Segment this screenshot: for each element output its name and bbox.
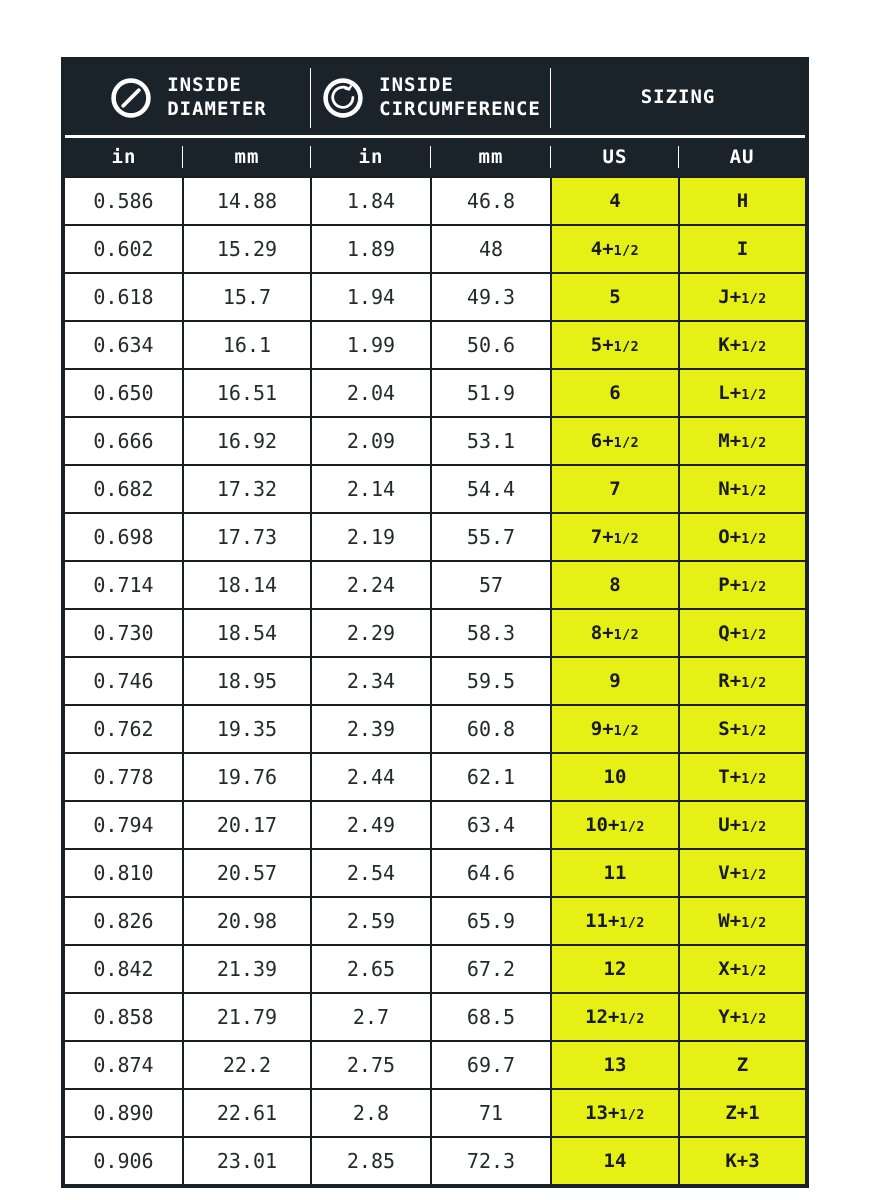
cell-diameter-mm: 21.39 [183, 945, 311, 993]
table-row [63, 225, 807, 273]
table-row [63, 945, 807, 993]
cell-circumference-in: 2.75 [311, 1041, 431, 1089]
cell-au-size: J+1/2 [679, 273, 807, 321]
table-row [63, 801, 807, 849]
cell-circumference-in: 1.84 [311, 177, 431, 225]
table-row [63, 417, 807, 465]
cell-circumference-in: 1.99 [311, 321, 431, 369]
cell-circumference-in: 2.04 [311, 369, 431, 417]
cell-au-size: V+1/2 [679, 849, 807, 897]
table-row [63, 657, 807, 705]
table-row [63, 609, 807, 657]
cell-us-size: 10 [551, 753, 679, 801]
cell-circumference-in: 2.19 [311, 513, 431, 561]
cell-diameter-mm: 16.1 [183, 321, 311, 369]
cell-diameter-in: 0.906 [63, 1137, 183, 1186]
cell-diameter-mm: 21.79 [183, 993, 311, 1041]
cell-us-size: 7 [551, 465, 679, 513]
cell-circumference-in: 1.94 [311, 273, 431, 321]
cell-diameter-mm: 22.61 [183, 1089, 311, 1137]
cell-diameter-mm: 20.17 [183, 801, 311, 849]
cell-circumference-mm: 49.3 [431, 273, 551, 321]
cell-au-size: O+1/2 [679, 513, 807, 561]
cell-diameter-in: 0.746 [63, 657, 183, 705]
cell-us-size: 9 [551, 657, 679, 705]
half-size-fraction: 1/2 [613, 532, 640, 547]
cell-circumference-in: 1.89 [311, 225, 431, 273]
cell-diameter-in: 0.810 [63, 849, 183, 897]
half-size-fraction: 1/2 [741, 580, 767, 595]
cell-diameter-in: 0.698 [63, 513, 183, 561]
cell-circumference-mm: 72.3 [431, 1137, 551, 1186]
cell-diameter-mm: 17.32 [183, 465, 311, 513]
header-section-label: INSIDE DIAMETER [167, 74, 267, 120]
column-header-circumference-mm: mm [431, 137, 551, 178]
table-row [63, 753, 807, 801]
table-row [63, 897, 807, 945]
cell-us-size: 6 [551, 369, 679, 417]
cell-diameter-in: 0.650 [63, 369, 183, 417]
cell-circumference-in: 2.65 [311, 945, 431, 993]
half-size-fraction: 1/2 [741, 1012, 767, 1027]
cell-circumference-mm: 51.9 [431, 369, 551, 417]
cell-us-size: 7+1/2 [551, 513, 679, 561]
cell-diameter-in: 0.730 [63, 609, 183, 657]
header-section-label: SIZING [640, 86, 716, 109]
cell-diameter-mm: 15.29 [183, 225, 311, 273]
cell-diameter-in: 0.634 [63, 321, 183, 369]
cell-circumference-in: 2.8 [311, 1089, 431, 1137]
cell-diameter-in: 0.826 [63, 897, 183, 945]
half-size-fraction: 1/2 [619, 1108, 645, 1123]
table-row [63, 1041, 807, 1089]
cell-diameter-mm: 20.57 [183, 849, 311, 897]
half-size-fraction: 1/2 [619, 820, 645, 835]
half-size-fraction: 1/2 [741, 292, 767, 307]
cell-us-size: 8 [551, 561, 679, 609]
cell-circumference-mm: 60.8 [431, 705, 551, 753]
cell-diameter-in: 0.762 [63, 705, 183, 753]
cell-circumference-mm: 71 [431, 1089, 551, 1137]
cell-diameter-mm: 18.95 [183, 657, 311, 705]
table-header [63, 59, 807, 177]
cell-circumference-mm: 67.2 [431, 945, 551, 993]
table-row [63, 1089, 807, 1137]
cell-diameter-mm: 20.98 [183, 897, 311, 945]
cell-diameter-mm: 15.7 [183, 273, 311, 321]
cell-us-size: 9+1/2 [551, 705, 679, 753]
cell-circumference-mm: 48 [431, 225, 551, 273]
cell-diameter-in: 0.618 [63, 273, 183, 321]
table-row [63, 993, 807, 1041]
cell-au-size: L+1/2 [679, 369, 807, 417]
half-size-fraction: 1/2 [741, 388, 767, 403]
half-size-fraction: 1/2 [741, 772, 767, 787]
diameter-icon [109, 76, 153, 120]
cell-circumference-mm: 46.8 [431, 177, 551, 225]
half-size-fraction: 1/2 [619, 916, 645, 931]
half-size-fraction: 1/2 [741, 916, 767, 931]
half-size-fraction: 1/2 [741, 868, 767, 883]
column-header-circumference-in: in [311, 137, 431, 178]
table-row [63, 705, 807, 753]
cell-us-size: 13+1/2 [551, 1089, 679, 1137]
cell-au-size: Z+1 [679, 1089, 807, 1137]
cell-circumference-mm: 64.6 [431, 849, 551, 897]
table-row [63, 321, 807, 369]
cell-diameter-in: 0.794 [63, 801, 183, 849]
cell-au-size: S+1/2 [679, 705, 807, 753]
half-size-fraction: 1/2 [741, 964, 767, 979]
column-header-us: US [551, 137, 679, 178]
cell-au-size: I [679, 225, 807, 273]
cell-us-size: 13 [551, 1041, 679, 1089]
cell-circumference-in: 2.09 [311, 417, 431, 465]
cell-diameter-mm: 18.14 [183, 561, 311, 609]
cell-au-size: U+1/2 [679, 801, 807, 849]
half-size-fraction: 1/2 [741, 484, 767, 499]
table-row [63, 177, 807, 225]
cell-diameter-in: 0.874 [63, 1041, 183, 1089]
table-row [63, 465, 807, 513]
header-sizing [551, 59, 807, 137]
cell-us-size: 12 [551, 945, 679, 993]
cell-circumference-mm: 65.9 [431, 897, 551, 945]
table-row [63, 561, 807, 609]
cell-circumference-mm: 69.7 [431, 1041, 551, 1089]
half-size-fraction: 1/2 [619, 1012, 645, 1027]
column-header-au: AU [679, 137, 807, 178]
table-row [63, 1137, 807, 1186]
header-inside-diameter [63, 59, 311, 137]
cell-diameter-in: 0.714 [63, 561, 183, 609]
cell-diameter-in: 0.842 [63, 945, 183, 993]
cell-circumference-in: 2.34 [311, 657, 431, 705]
cell-circumference-mm: 55.7 [431, 513, 551, 561]
cell-circumference-mm: 62.1 [431, 753, 551, 801]
cell-au-size: Z [679, 1041, 807, 1089]
cell-diameter-in: 0.586 [63, 177, 183, 225]
cell-diameter-mm: 16.51 [183, 369, 311, 417]
cell-circumference-in: 2.39 [311, 705, 431, 753]
cell-au-size: Y+1/2 [679, 993, 807, 1041]
cell-circumference-mm: 63.4 [431, 801, 551, 849]
cell-diameter-mm: 14.88 [183, 177, 311, 225]
table-body [63, 177, 807, 1186]
cell-us-size: 5+1/2 [551, 321, 679, 369]
cell-circumference-in: 2.85 [311, 1137, 431, 1186]
ring-size-conversion-table [61, 57, 809, 1188]
half-size-fraction: 1/2 [613, 244, 640, 259]
cell-us-size: 8+1/2 [551, 609, 679, 657]
cell-au-size: W+1/2 [679, 897, 807, 945]
cell-circumference-mm: 57 [431, 561, 551, 609]
header-units-row [63, 137, 807, 178]
cell-circumference-in: 2.44 [311, 753, 431, 801]
cell-us-size: 14 [551, 1137, 679, 1186]
half-size-fraction: 1/2 [741, 820, 767, 835]
cell-au-size: K+1/2 [679, 321, 807, 369]
cell-us-size: 6+1/2 [551, 417, 679, 465]
cell-diameter-in: 0.682 [63, 465, 183, 513]
cell-diameter-in: 0.858 [63, 993, 183, 1041]
cell-diameter-mm: 23.01 [183, 1137, 311, 1186]
cell-us-size: 4 [551, 177, 679, 225]
column-header-diameter-in: in [63, 137, 183, 178]
cell-us-size: 10+1/2 [551, 801, 679, 849]
cell-circumference-mm: 53.1 [431, 417, 551, 465]
cell-us-size: 11 [551, 849, 679, 897]
cell-au-size: Q+1/2 [679, 609, 807, 657]
cell-circumference-in: 2.14 [311, 465, 431, 513]
cell-circumference-mm: 54.4 [431, 465, 551, 513]
cell-diameter-mm: 16.92 [183, 417, 311, 465]
column-header-diameter-mm: mm [183, 137, 311, 178]
half-size-fraction: 1/2 [741, 724, 767, 739]
cell-us-size: 12+1/2 [551, 993, 679, 1041]
cell-circumference-mm: 58.3 [431, 609, 551, 657]
half-size-fraction: 1/2 [613, 436, 640, 451]
half-size-fraction: 1/2 [741, 628, 767, 643]
cell-au-size: K+3 [679, 1137, 807, 1186]
cell-diameter-mm: 22.2 [183, 1041, 311, 1089]
half-size-fraction: 1/2 [741, 532, 767, 547]
cell-au-size: X+1/2 [679, 945, 807, 993]
header-section-label: INSIDE CIRCUMFERENCE [379, 74, 541, 120]
half-size-fraction: 1/2 [741, 676, 767, 691]
cell-us-size: 5 [551, 273, 679, 321]
cell-circumference-in: 2.29 [311, 609, 431, 657]
half-size-fraction: 1/2 [613, 340, 640, 355]
cell-circumference-mm: 50.6 [431, 321, 551, 369]
cell-au-size: T+1/2 [679, 753, 807, 801]
cell-circumference-in: 2.59 [311, 897, 431, 945]
cell-au-size: P+1/2 [679, 561, 807, 609]
cell-circumference-in: 2.54 [311, 849, 431, 897]
cell-diameter-mm: 17.73 [183, 513, 311, 561]
half-size-fraction: 1/2 [613, 628, 640, 643]
cell-au-size: M+1/2 [679, 417, 807, 465]
cell-au-size: R+1/2 [679, 657, 807, 705]
cell-circumference-in: 2.49 [311, 801, 431, 849]
half-size-fraction: 1/2 [741, 340, 767, 355]
cell-au-size: H [679, 177, 807, 225]
circumference-icon [321, 76, 365, 120]
cell-circumference-mm: 59.5 [431, 657, 551, 705]
half-size-fraction: 1/2 [613, 724, 640, 739]
table-row [63, 369, 807, 417]
cell-circumference-in: 2.24 [311, 561, 431, 609]
cell-diameter-in: 0.666 [63, 417, 183, 465]
table-row [63, 849, 807, 897]
cell-diameter-in: 0.602 [63, 225, 183, 273]
table-row [63, 513, 807, 561]
cell-diameter-in: 0.778 [63, 753, 183, 801]
cell-us-size: 4+1/2 [551, 225, 679, 273]
cell-diameter-mm: 18.54 [183, 609, 311, 657]
cell-circumference-in: 2.7 [311, 993, 431, 1041]
cell-us-size: 11+1/2 [551, 897, 679, 945]
cell-diameter-mm: 19.76 [183, 753, 311, 801]
cell-diameter-in: 0.890 [63, 1089, 183, 1137]
header-inside-circumference [311, 59, 551, 137]
cell-diameter-mm: 19.35 [183, 705, 311, 753]
header-sections-row [63, 59, 807, 137]
table-row [63, 273, 807, 321]
cell-circumference-mm: 68.5 [431, 993, 551, 1041]
cell-au-size: N+1/2 [679, 465, 807, 513]
half-size-fraction: 1/2 [741, 436, 767, 451]
